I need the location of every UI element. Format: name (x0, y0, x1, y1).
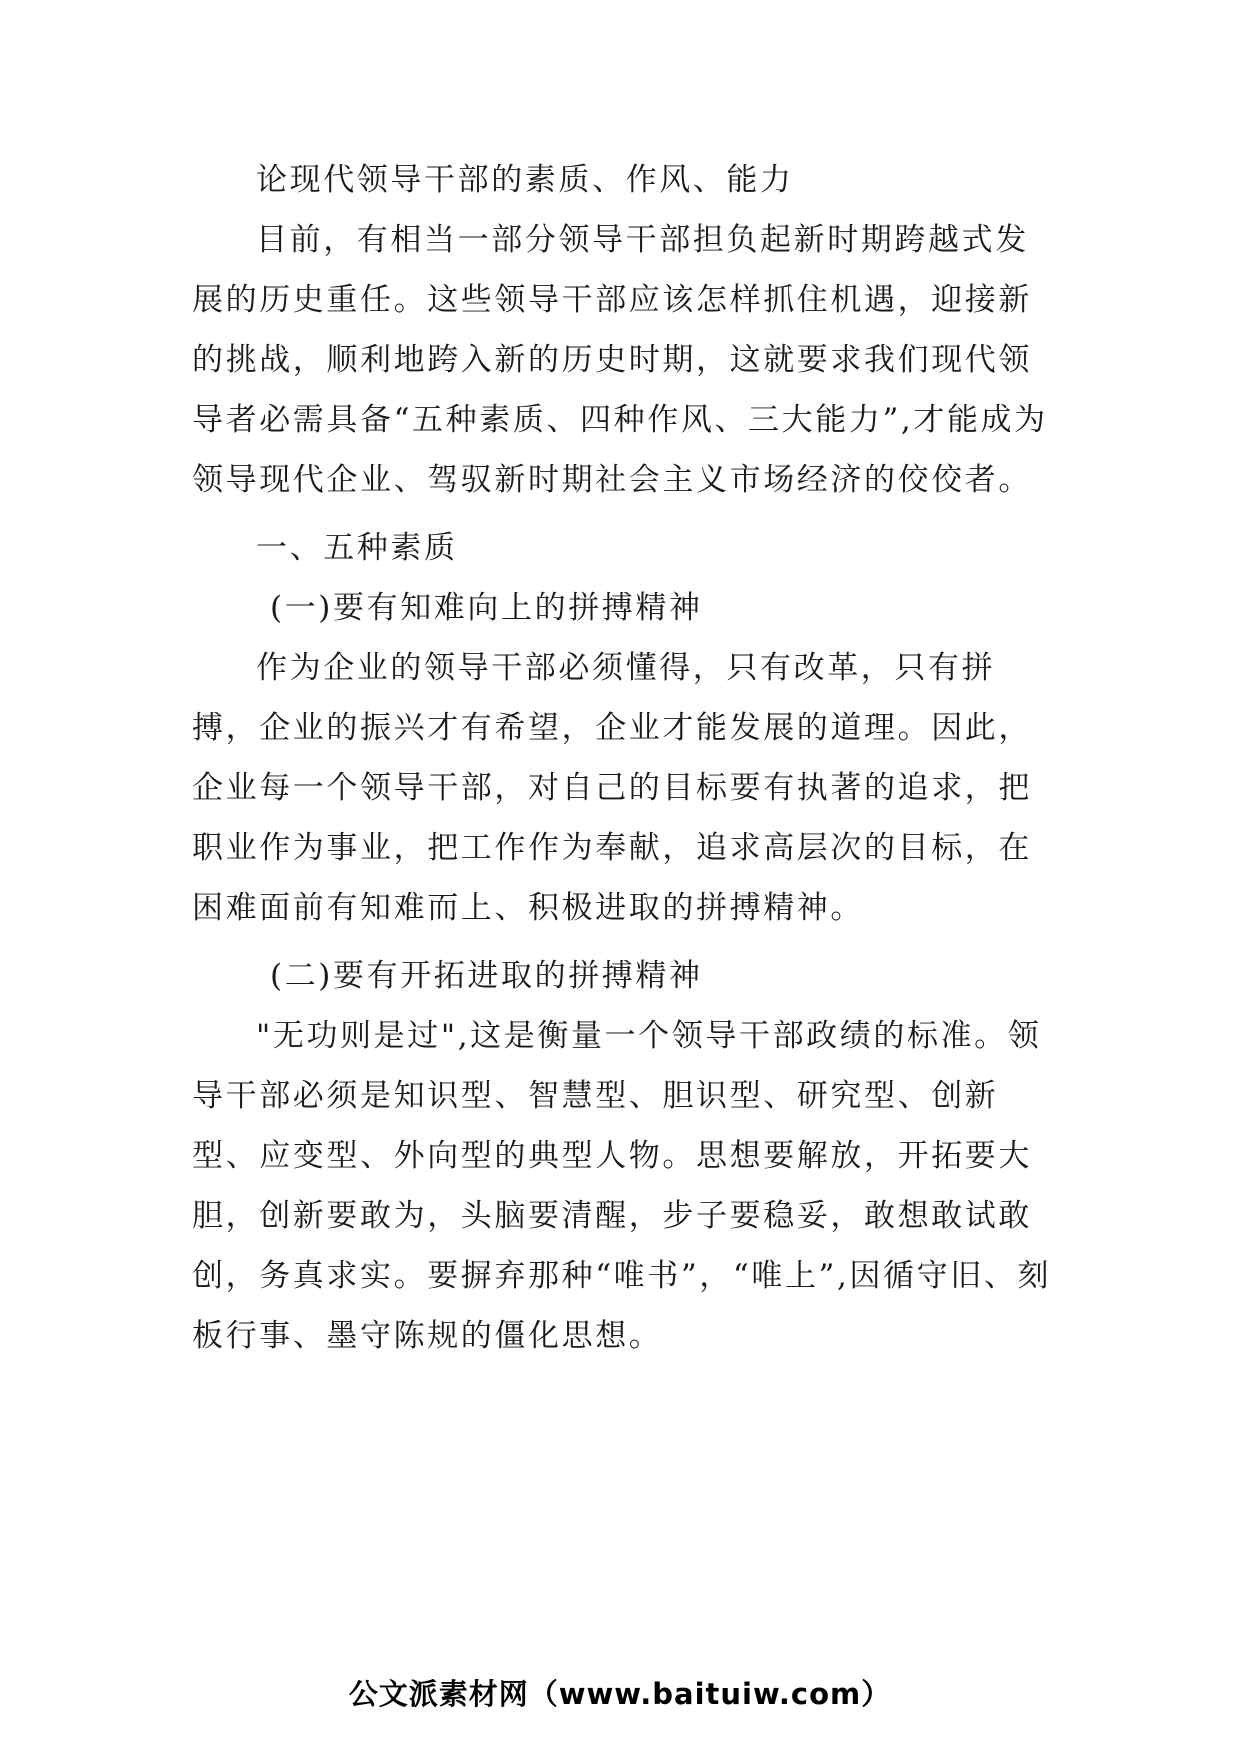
subsection-heading-2: (二)要有开拓进取的拼搏精神 (270, 958, 703, 994)
subsection-paragraph-1: 作为企业的领导干部必须懂得，只有改革，只有拼搏，企业的振兴才有希望，企业才能发展的道理。因此，企业每一个领导干部，对自己的目标要有执著的追求，把职业作为事业，把工作作为奉献，追求高层次的目标，在困难面前有知难而上、积极进取的拼搏精神。 (192, 650, 1032, 926)
footer-watermark: 公文派素材网（www.baituiw.com） (348, 1677, 892, 1711)
document-title: 论现代领导干部的素质、作风、能力 (256, 162, 794, 198)
document-body (192, 150, 1056, 1366)
subsection-paragraph-2: "无功则是过",这是衡量一个领导干部政绩的标准。领导干部必须是知识型、智慧型、胆识型、研究型、创新型、应变型、外向型的典型人物。思想要解放，开拓要大胆，创新要敢为，头脑要清醒，步子要稳妥，敢想敢试敢创，务真求实。要摒弃那种“唯书”，“唯上”,因循守旧、刻板行事、墨守陈规的僵化思想。 (192, 1018, 1052, 1354)
intro-paragraph: 目前，有相当一部分领导干部担负起新时期跨越式发展的历史重任。这些领导干部应该怎样抓住机遇，迎接新的挑战，顺利地跨入新的历史时期，这就要求我们现代领导者必需具备“五种素质、四种作风、三大能力”,才能成为领导现代企业、驾驭新时期社会主义市场经济的佼佼者。 (192, 222, 1048, 498)
section-heading-1: 一、五种素质 (256, 530, 458, 566)
subsection-heading-1: (一)要有知难向上的拼搏精神 (270, 590, 703, 626)
